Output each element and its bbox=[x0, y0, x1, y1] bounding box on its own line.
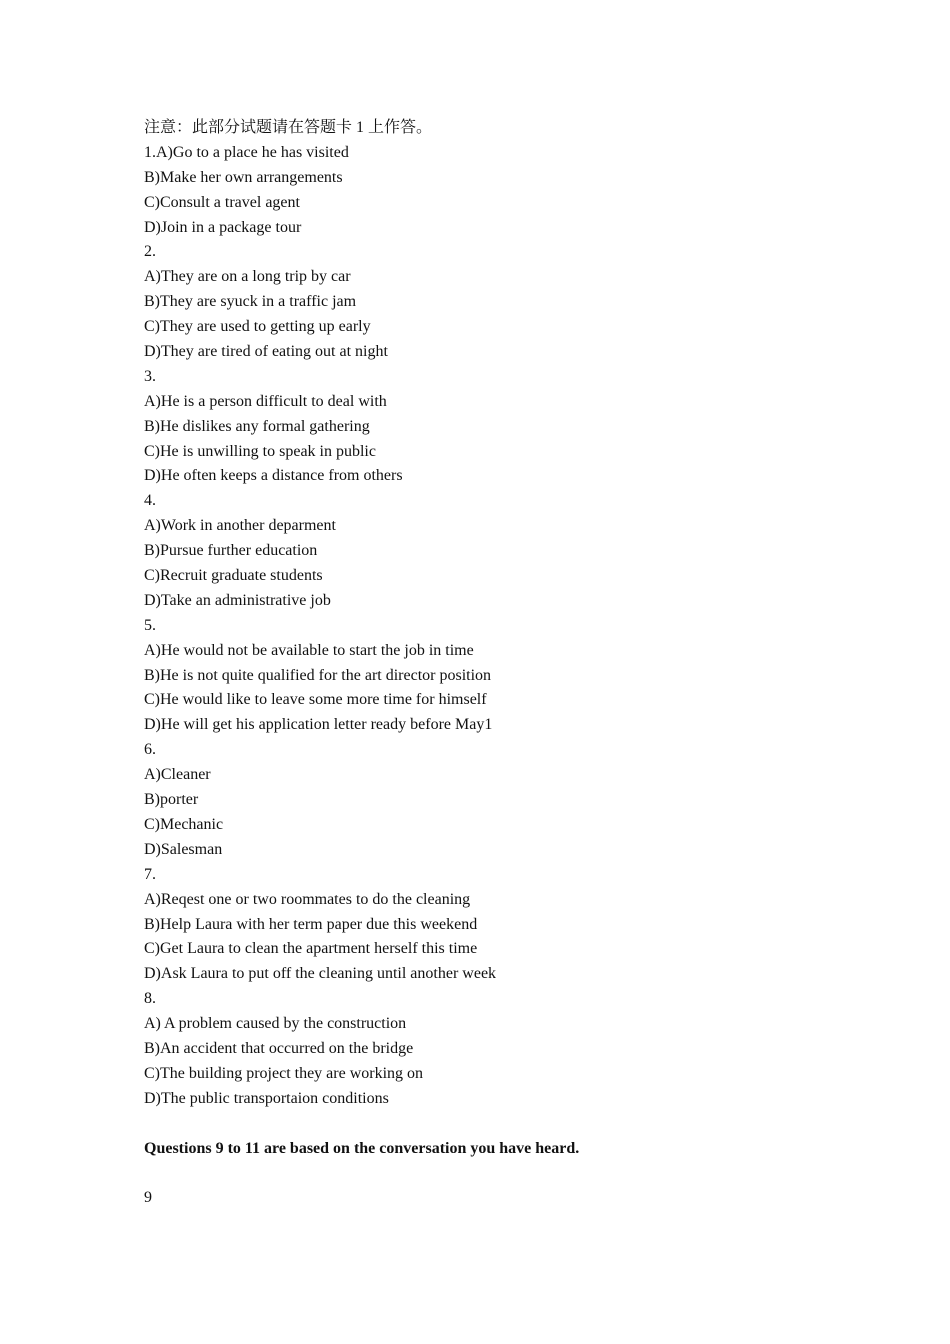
question-number-next: 9 bbox=[144, 1189, 152, 1207]
question-block-2 bbox=[144, 240, 904, 364]
section-heading: Questions 9 to 11 are based on the conversation you have heard. bbox=[144, 1139, 580, 1157]
option-c: C)He is unwilling to speak in public bbox=[144, 442, 376, 460]
question-block-6 bbox=[144, 738, 904, 862]
option-b: B)He is not quite qualified for the art director position bbox=[144, 666, 492, 684]
option-d: D)Ask Laura to put off the cleaning until another week bbox=[144, 965, 497, 983]
question-block-8 bbox=[144, 987, 904, 1111]
option-a: A)He would not be available to start the job in time bbox=[144, 641, 474, 659]
option-d: D)Take an administrative job bbox=[144, 591, 331, 609]
option-c: C)Consult a travel agent bbox=[144, 193, 300, 211]
option-d: D)Join in a package tour bbox=[144, 218, 302, 236]
option-c: C)He would like to leave some more time for himself bbox=[144, 691, 487, 709]
question-number: 8. bbox=[144, 990, 156, 1008]
question-block-5 bbox=[144, 614, 904, 738]
option-c: C)Mechanic bbox=[144, 815, 224, 833]
option-b: B)An accident that occurred on the bridge bbox=[144, 1039, 414, 1057]
option-b: B)Make her own arrangements bbox=[144, 168, 343, 186]
option-d: D)The public transportaion conditions bbox=[144, 1089, 389, 1107]
option-b: B)Pursue further education bbox=[144, 542, 318, 560]
question-block-3 bbox=[144, 365, 904, 489]
question-block-1 bbox=[144, 141, 904, 241]
question-block-7 bbox=[144, 863, 904, 987]
question-number: 7. bbox=[144, 865, 156, 883]
option-b: B)He dislikes any formal gathering bbox=[144, 417, 370, 435]
question-number: 4. bbox=[144, 492, 156, 510]
option-c: C)They are used to getting up early bbox=[144, 318, 371, 336]
option-d: D)Salesman bbox=[144, 840, 223, 858]
document-page bbox=[144, 116, 904, 1211]
option-a: A)They are on a long trip by car bbox=[144, 268, 351, 286]
option-d: D)They are tired of eating out at night bbox=[144, 343, 388, 361]
question-number: 6. bbox=[144, 741, 156, 759]
question-block-4 bbox=[144, 489, 904, 613]
option-a: A)Reqest one or two roommates to do the cleaning bbox=[144, 890, 471, 908]
spacer bbox=[144, 1161, 904, 1186]
option-a: A)Cleaner bbox=[144, 766, 211, 784]
question-number: 5. bbox=[144, 616, 156, 634]
option-a: A) A problem caused by the construction bbox=[144, 1015, 407, 1033]
option-a: A)Work in another deparment bbox=[144, 517, 336, 535]
question-number: 3. bbox=[144, 367, 156, 385]
option-d: D)He often keeps a distance from others bbox=[144, 467, 403, 485]
option-a: A)He is a person difficult to deal with bbox=[144, 392, 387, 410]
option-c: C)Get Laura to clean the apartment herself this time bbox=[144, 940, 478, 958]
option-b: B)Help Laura with her term paper due this weekend bbox=[144, 915, 478, 933]
option-c: C)Recruit graduate students bbox=[144, 567, 323, 585]
option-d: D)He will get his application letter ready before May1 bbox=[144, 716, 493, 734]
option-b: B)porter bbox=[144, 791, 199, 809]
question-number: 2. bbox=[144, 243, 156, 261]
spacer bbox=[144, 1112, 904, 1137]
option-a: 1.A)Go to a place he has visited bbox=[144, 143, 349, 161]
instruction-notice: 注意：此部分试题请在答题卡 1 上作答。 bbox=[144, 119, 433, 136]
option-c: C)The building project they are working on bbox=[144, 1064, 424, 1082]
option-b: B)They are syuck in a traffic jam bbox=[144, 293, 357, 311]
